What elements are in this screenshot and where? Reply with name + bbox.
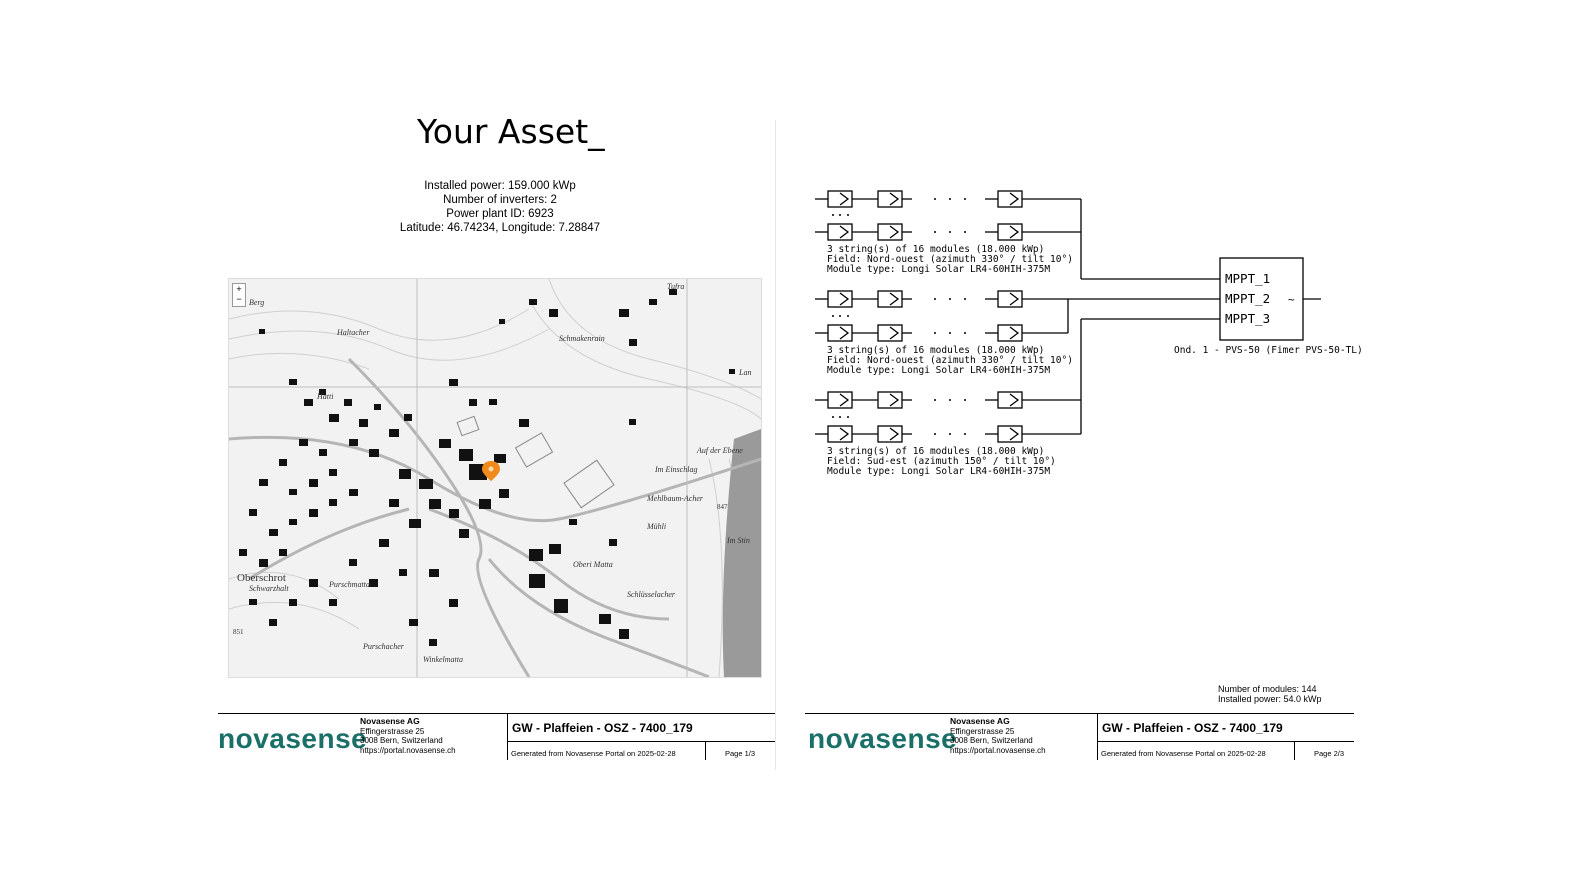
page-number: Page 1/3 (725, 749, 756, 758)
map-label-847: 847 (717, 503, 728, 511)
mppt-2-label: MPPT_2 (1225, 291, 1271, 306)
generated-text: Generated from Novasense Portal on 2025-02-28 (511, 749, 676, 758)
zoom-out-button[interactable]: − (236, 294, 242, 304)
map-label-schmakenrain: Schmakenrain (559, 334, 605, 343)
company-url[interactable]: https://portal.novasense.ch (360, 745, 456, 755)
novasense-logo: novasense (808, 723, 958, 754)
map-label-berg: Berg (249, 298, 265, 307)
module-summary (1218, 684, 1322, 704)
footer-info-box (1097, 713, 1354, 760)
footer-divider (1098, 741, 1354, 742)
mppt-1-label: MPPT_1 (1225, 271, 1271, 286)
generated-text: Generated from Novasense Portal on 2025-02-28 (1101, 749, 1266, 758)
company-name: Novasense AG (950, 716, 1010, 726)
company-url[interactable]: https://portal.novasense.ch (950, 745, 1046, 755)
map-label-muehli: Mühli (647, 522, 667, 531)
map-label-851: 851 (233, 628, 244, 636)
map-label-mehlbaum-acher: Mehlbaum-Acher (647, 494, 703, 503)
map-label-purschacher: Purschacher (363, 642, 404, 651)
coordinates-text: Latitude: 46.74234, Longitude: 7.28847 (399, 222, 601, 234)
string-row (815, 291, 1220, 307)
plant-id-text: Power plant ID: 6923 (446, 208, 554, 220)
footer-rule (218, 713, 775, 714)
map-label-oberi-matta: Oberi Matta (573, 560, 613, 569)
string-group-3-line-2: Field: Sud-est (azimuth 150° / tilt 10°) (827, 456, 1056, 467)
string-group-2-line-1: 3 string(s) of 16 modules (18.000 kWp) (827, 345, 1045, 356)
string-group-1-line-2: Field: Nord-ouest (azimuth 330° / tilt 10°) (827, 254, 1073, 265)
map-label-im-einschlag: Im Einschlag (655, 465, 698, 474)
page-number: Page 2/3 (1314, 749, 1345, 758)
installed-power-summary: Installed power: 54.0 kWp (1218, 694, 1322, 704)
address-line-2: 3008 Bern, Switzerland (950, 736, 1033, 745)
footer-rule (805, 713, 1353, 714)
map-label-im-stin: Im Stin (727, 536, 750, 545)
map-label-auf-der-ebene: Auf der Ebene (697, 446, 743, 455)
address-line-1: Effingerstrasse 25 (950, 726, 1015, 736)
map-label-winkelmatta: Winkelmatta (423, 655, 463, 664)
map-label-purschmatta: Purschmatta (329, 580, 370, 589)
string-group-1-line-1: 3 string(s) of 16 modules (18.000 kWp) (827, 244, 1045, 255)
map-label-lan: Lan (739, 368, 752, 377)
project-title: GW - Plaffeien - OSZ - 7400_179 (1102, 721, 1283, 735)
map-label-schwarzhalt: Schwarzhalt (249, 584, 289, 593)
string-row (815, 191, 1081, 207)
string-row (815, 392, 1081, 408)
page-number-box (1294, 741, 1295, 760)
map-label-hatti: Hatti (317, 392, 334, 401)
company-name: Novasense AG (360, 716, 420, 726)
string-group-3-line-1: 3 string(s) of 16 modules (18.000 kWp) (827, 446, 1045, 457)
string-row (815, 224, 1081, 240)
string-group-2-line-2: Field: Nord-ouest (azimuth 330° / tilt 10°) (827, 355, 1073, 366)
map-label-haltacher: Haltacher (337, 328, 370, 337)
ac-symbol: ~ (1288, 293, 1295, 306)
string-row (815, 325, 1068, 341)
company-address (950, 717, 1046, 755)
novasense-logo: novasense (218, 723, 368, 754)
string-group-3-line-3: Module type: Longi Solar LR4-60HIH-375M (827, 466, 1051, 477)
map-label-oberschrot: Oberschrot (237, 572, 286, 584)
zoom-in-button[interactable]: + (236, 284, 242, 294)
module-count-text: Number of modules: 144 (1218, 684, 1317, 694)
string-row (815, 426, 1081, 442)
address-line-1: Effingerstrasse 25 (360, 726, 425, 736)
page-footer (0, 713, 1578, 759)
installed-power-text: Installed power: 159.000 kWp (424, 180, 576, 192)
address-line-2: 3008 Bern, Switzerland (360, 736, 443, 745)
mppt-3-label: MPPT_3 (1225, 311, 1271, 326)
project-title: GW - Plaffeien - OSZ - 7400_179 (512, 721, 693, 735)
inverter-label: Ond. 1 - PVS-50 (Fimer PVS-50-TL) (1174, 345, 1363, 356)
inverter-count-text: Number of inverters: 2 (443, 194, 557, 206)
string-group-1-line-3: Module type: Longi Solar LR4-60HIH-375M (827, 264, 1051, 275)
map-label-tufra: Tufra (667, 282, 685, 291)
string-group-2-line-3: Module type: Longi Solar LR4-60HIH-375M (827, 365, 1051, 376)
page-title: Your Asset_ (417, 112, 605, 151)
map-label-schluesselacher: Schlüsselacher (627, 590, 675, 599)
